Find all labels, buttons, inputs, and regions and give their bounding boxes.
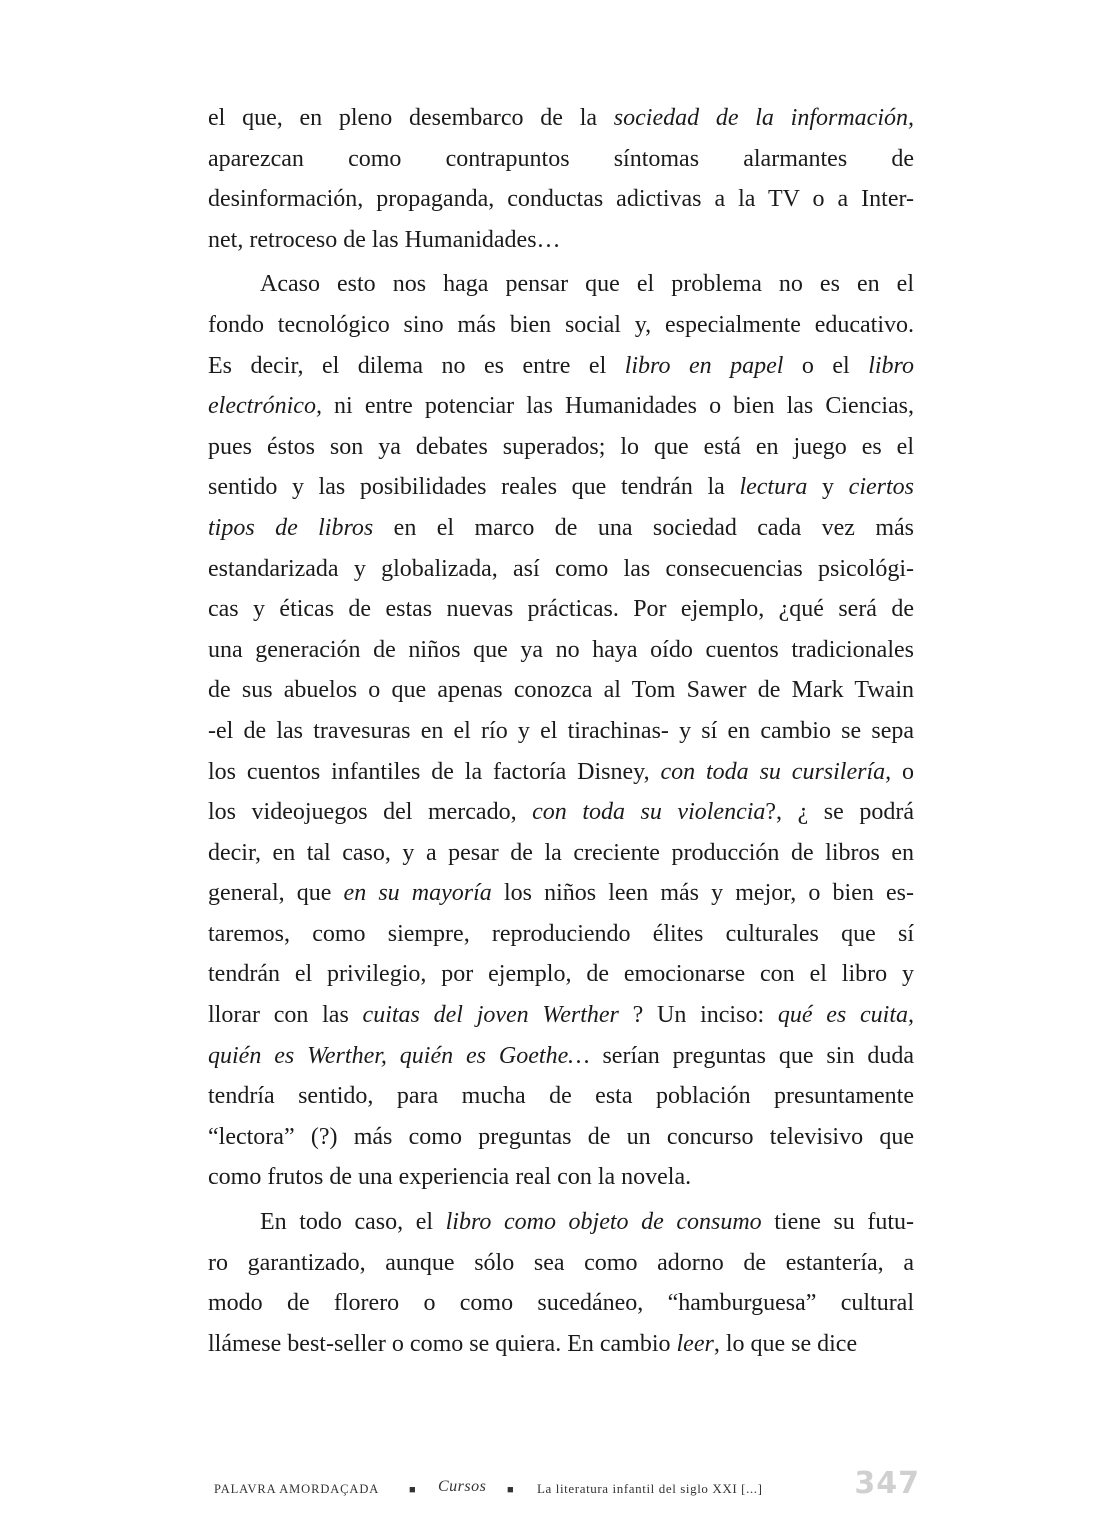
text-line (208, 264, 914, 305)
text-line (208, 1324, 914, 1365)
text-line (208, 1202, 914, 1243)
italic-text: tipos de libros (208, 514, 374, 541)
text-run: “lectora” (?) más como preguntas de un concurso televisivo que (208, 1123, 914, 1150)
text-run: una generación de niños que ya no haya oído cuentos tradicionales (208, 636, 914, 663)
italic-text: con toda su cursilería, (660, 758, 892, 785)
footer-article-title: La literatura infantil del siglo XXI [...] (537, 1481, 763, 1496)
text-line (208, 508, 914, 549)
text-line (208, 1157, 914, 1198)
text-run: net, retroceso de las Humanidades… (208, 226, 561, 253)
paragraph (208, 98, 914, 260)
text-run: En todo caso, el (260, 1209, 446, 1236)
text-run: Acaso esto nos haga pensar que el problema no es en el (260, 271, 914, 298)
text-line (208, 549, 914, 590)
text-line (208, 914, 914, 955)
text-run: el que, en pleno desembarco de la (208, 105, 614, 131)
footer-section: Cursos (438, 1478, 487, 1495)
text-run: tendría sentido, para mucha de esta población presuntamente (208, 1083, 914, 1110)
footer-separator: ■ (409, 1484, 416, 1496)
italic-text: lectura (739, 474, 808, 501)
text-run: en el marco de una sociedad cada vez más (373, 514, 914, 541)
text-run: o (891, 758, 915, 785)
italic-text: quién es Werther, quién es Goethe… (208, 1042, 590, 1069)
page-number: 347 (854, 1466, 920, 1501)
text-run: ? Un inciso: (618, 1002, 778, 1029)
text-run: los cuentos infantiles de la factoría Disney, (208, 758, 661, 785)
text-line (208, 1283, 914, 1324)
text-line (208, 305, 914, 346)
page-footer (214, 1466, 920, 1510)
text-line (208, 833, 914, 874)
text-line (208, 220, 914, 261)
text-run: ro garantizado, aunque sólo sea como adorno de estantería, a (208, 1249, 914, 1276)
text-line (208, 752, 914, 793)
text-run: pues éstos son ya debates superados; lo que está en juego es el (208, 433, 914, 460)
text-line (208, 589, 914, 630)
italic-text: libro (868, 352, 914, 379)
text-run: como frutos de una experiencia real con la novela. (208, 1164, 692, 1191)
text-line (208, 98, 914, 139)
italic-text: sociedad de la información, (613, 105, 914, 131)
italic-text: libro en papel (624, 352, 784, 379)
text-run: aparezcan como contrapuntos síntomas alarmantes de (208, 145, 914, 172)
text-run: cas y éticas de estas nuevas prácticas. Por ejemplo, ¿qué será de (208, 596, 914, 623)
text-run: los videojuegos del mercado, (208, 799, 533, 826)
paragraph (208, 264, 914, 1198)
text-run: -el de las travesuras en el río y el tirachinas- y sí en cambio se sepa (208, 717, 914, 744)
text-line (208, 995, 914, 1036)
italic-text: libro como objeto de consumo (445, 1209, 762, 1236)
text-run: estandarizada y globalizada, así como las consecuencias psicológi- (208, 555, 914, 582)
text-run: serían preguntas que sin duda (589, 1042, 914, 1069)
text-line (208, 1117, 914, 1158)
footer-separator: ■ (507, 1484, 514, 1496)
text-run: Es decir, el dilema no es entre el (208, 352, 625, 379)
text-line (208, 1036, 914, 1077)
text-run: de sus abuelos o que apenas conozca al Tom Sawer de Mark Twain (208, 677, 914, 704)
text-line (208, 346, 914, 387)
text-run: fondo tecnológico sino más bien social y, especialmente educativo. (208, 311, 914, 338)
text-line (208, 1243, 914, 1284)
italic-text: con toda su violencia (532, 799, 766, 826)
text-run: modo de florero o como sucedáneo, “hamburguesa” cultural (208, 1290, 914, 1317)
text-line (208, 711, 914, 752)
text-run: y (807, 474, 849, 501)
italic-text: leer (676, 1330, 714, 1357)
text-run: o el (783, 352, 869, 379)
italic-text: ciertos (848, 474, 914, 501)
text-line (208, 386, 914, 427)
text-run: los niños leen más y mejor, o bien es- (491, 880, 914, 907)
text-run: llámese best-seller o como se quiera. En cambio (208, 1330, 677, 1357)
text-run: decir, en tal caso, y a pesar de la creciente producción de libros en (208, 839, 914, 866)
text-line (208, 630, 914, 671)
text-run: llorar con las (208, 1002, 363, 1029)
text-run: ?, ¿ se podrá (765, 799, 914, 826)
italic-text: electrónico, (208, 393, 322, 420)
italic-text: qué es cuita, (777, 1002, 915, 1029)
text-line (208, 1076, 914, 1117)
footer-journal-title: PALAVRA AMORDAÇADA (214, 1482, 380, 1496)
text-run: tendrán el privilegio, por ejemplo, de emocionarse con el libro y (208, 961, 914, 988)
text-line (208, 139, 914, 180)
text-run: sentido y las posibilidades reales que tendrán la (208, 474, 740, 501)
text-run: general, que (208, 880, 344, 907)
text-run: , lo que se dice (713, 1330, 858, 1357)
text-run: ni entre potenciar las Humanidades o bien las Ciencias, (321, 393, 914, 420)
text-line (208, 427, 914, 468)
italic-text: en su mayoría (343, 880, 492, 907)
text-line (208, 670, 914, 711)
body-text (208, 98, 914, 1364)
text-line (208, 467, 914, 508)
text-run: tiene su futu- (761, 1209, 915, 1236)
text-line (208, 873, 914, 914)
text-line (208, 179, 914, 220)
paragraph (208, 1202, 914, 1364)
text-line (208, 792, 914, 833)
text-run: desinformación, propaganda, conductas adictivas a la TV o a Inter- (208, 186, 914, 213)
text-run: taremos, como siempre, reproduciendo élites culturales que sí (208, 920, 914, 947)
text-line (208, 954, 914, 995)
italic-text: cuitas del joven Werther (362, 1002, 619, 1029)
